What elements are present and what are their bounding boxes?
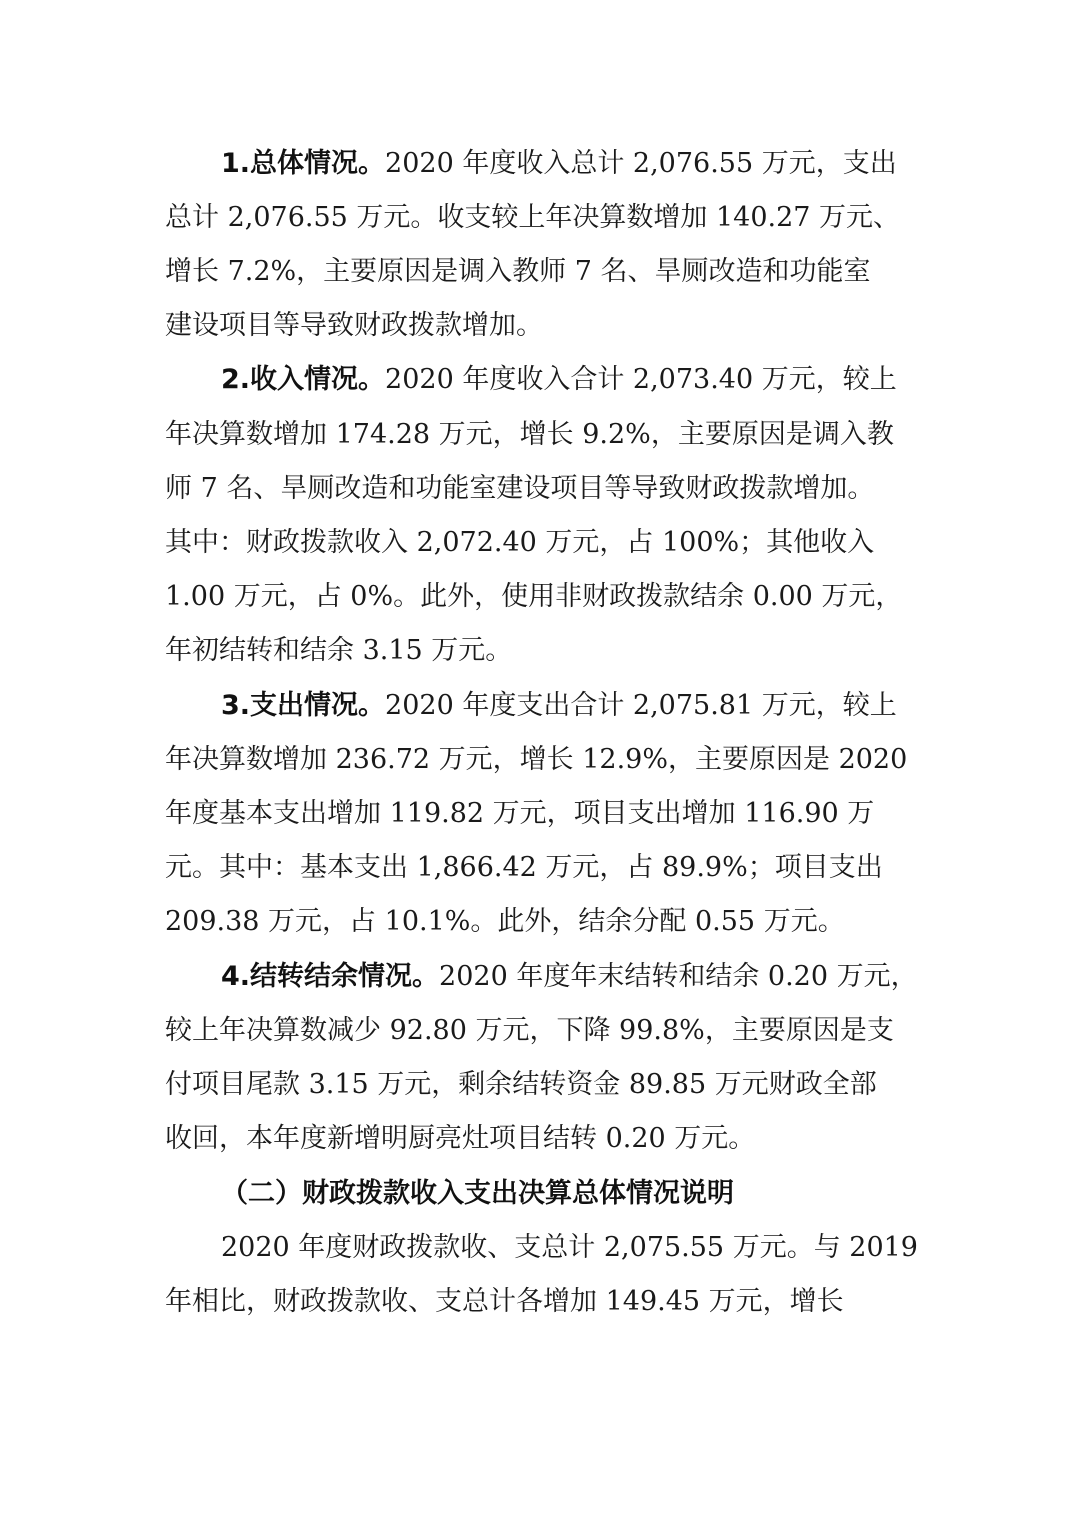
paragraph-2-line-5: 1.00 万元，占 0%。此外，使用非财政拨款结余 0.00 万元， [165, 581, 903, 612]
paragraph-3-line-3: 年度基本支出增加 119.82 万元，项目支出增加 116.90 万 [165, 798, 875, 829]
paragraph-1-heading: 1.总体情况。 [221, 148, 386, 179]
paragraph-2-text: 2020 年度收入合计 2,073.40 万元，较上 [385, 364, 897, 395]
paragraph-4-heading: 4.结转结余情况。 [221, 961, 440, 992]
paragraph-1-line-1 [221, 137, 935, 191]
paragraph-3-text: 2020 年度支出合计 2,075.81 万元，较上 [385, 690, 897, 721]
paragraph-4-line-3: 付项目尾款 3.15 万元，剩余结转资金 89.85 万元财政全部 [165, 1069, 877, 1100]
paragraph-2-line-2: 年决算数增加 174.28 万元，增长 9.2%，主要原因是调入教 [165, 419, 894, 450]
final-paragraph-line-1: 2020 年度财政拨款收、支总计 2,075.55 万元。与 2019 [221, 1232, 918, 1263]
paragraph-3-heading: 3.支出情况。 [221, 690, 386, 721]
section-title [221, 1167, 935, 1221]
final-paragraph-line-2: 年相比，财政拨款收、支总计各增加 149.45 万元，增长 [165, 1286, 844, 1317]
paragraph-2-line-3: 师 7 名、旱厕改造和功能室建设项目等导致财政拨款增加。 [165, 473, 875, 504]
paragraph-1-text: 2020 年度收入总计 2,076.55 万元，支出 [385, 148, 897, 179]
paragraph-1-line-2: 总计 2,076.55 万元。收支较上年决算数增加 140.27 万元、 [165, 202, 901, 233]
paragraph-2-line-6: 年初结转和结余 3.15 万元。 [165, 635, 513, 666]
paragraph-2-heading: 2.收入情况。 [221, 364, 386, 395]
section-title-text: （二）财政拨款收入支出决算总体情况说明 [221, 1178, 734, 1209]
paragraph-1-line-4: 建设项目等导致财政拨款增加。 [165, 310, 543, 341]
paragraph-3-line-5: 209.38 万元，占 10.1%。此外，结余分配 0.55 万元。 [165, 906, 845, 937]
paragraph-4-line-2: 较上年决算数减少 92.80 万元，下降 99.8%，主要原因是支 [165, 1015, 894, 1046]
paragraph-3-line-2: 年决算数增加 236.72 万元，增长 12.9%，主要原因是 2020 [165, 744, 908, 775]
paragraph-4-line-1 [221, 950, 935, 1004]
paragraph-4-line-4: 收回，本年度新增明厨亮灶项目结转 0.20 万元。 [165, 1123, 756, 1154]
paragraph-4-text: 2020 年度年末结转和结余 0.20 万元， [439, 961, 918, 992]
paragraph-3-line-4: 元。其中：基本支出 1,866.42 万元，占 89.9%；项目支出 [165, 852, 883, 883]
paragraph-3-line-1 [221, 679, 935, 733]
paragraph-2-line-4: 其中：财政拨款收入 2,072.40 万元，占 100%；其他收入 [165, 527, 875, 558]
paragraph-1-line-3: 增长 7.2%，主要原因是调入教师 7 名、旱厕改造和功能室 [165, 256, 871, 287]
paragraph-2-line-1 [221, 353, 935, 407]
